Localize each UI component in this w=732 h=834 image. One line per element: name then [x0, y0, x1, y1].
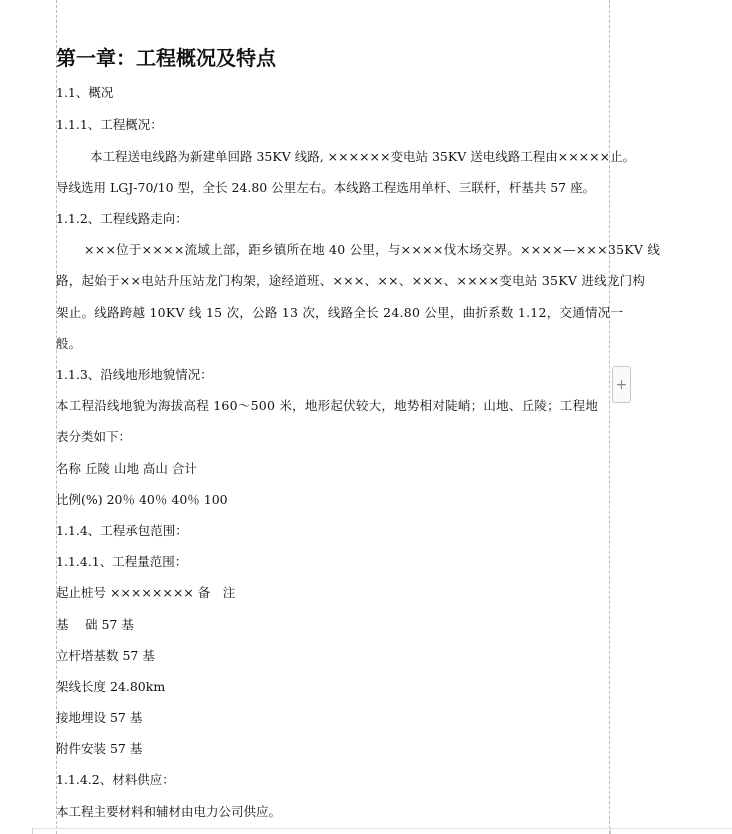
paragraph-line: 路，起始于××电站升压站龙门构架，途经道班、×××、××、×××、××××变电站 35KV 进线龙门构: [56, 273, 646, 288]
section-heading-1-1-2: 1.1.2、工程线路走向：: [56, 211, 188, 226]
table-row: 附件安装 57 基: [56, 741, 143, 756]
section-heading-1-1-4-2: 1.1.4.2、材料供应：: [56, 772, 175, 787]
table-row: 接地埋设 57 基: [56, 710, 143, 725]
plus-icon: +: [615, 376, 628, 393]
paragraph-line: 导线选用 LGJ-70/10 型，全长 24.80 公里左右。本线路工程选用单杆、三联杆，杆基共 57 座。: [56, 180, 596, 195]
table-row: 比例(%) 20％ 40％ 40％ 100: [56, 492, 228, 507]
section-heading-1-1-4-1: 1.1.4.1、工程量范围：: [56, 554, 188, 569]
section-heading-1-1: 1.1、概况: [56, 85, 114, 100]
paragraph-line: 本工程送电线路为新建单回路 35KV 线路, ××××××变电站 35KV 送电线路工程由×××××止。: [90, 149, 636, 164]
paragraph-line: ×××位于××××流域上部，距乡镇所在地 40 公里，与××××伐木场交界。××××—×××35KV 线: [84, 242, 661, 257]
page-corner-mark-left: [32, 828, 33, 834]
paragraph-line: 本工程主要材料和辅材由电力公司供应。: [56, 804, 282, 819]
page-corner-mark-right: [610, 828, 611, 834]
table-row: 名称 丘陵 山地 高山 合计: [56, 461, 197, 476]
paragraph-line: 本工程沿线地貌为海拔高程 160～500 米，地形起伏较大，地势相对陡峭；山地、丘陵；工程地: [56, 398, 599, 413]
add-block-button[interactable]: [612, 366, 631, 403]
margin-guide-right: [609, 0, 610, 834]
chapter-title: 第一章：工程概况及特点: [56, 46, 276, 70]
paragraph-line: 架止。线路跨越 10KV 线 15 次，公路 13 次，线路全长 24.80 公里，曲折系数 1.12，交通情况一: [56, 305, 624, 320]
paragraph-line: 表分类如下：: [56, 429, 132, 444]
paragraph-line: 般。: [56, 336, 82, 351]
table-row: 立杆塔基数 57 基: [56, 648, 155, 663]
section-heading-1-1-4: 1.1.4、工程承包范围：: [56, 523, 188, 538]
table-row: 基 础 57 基: [56, 617, 134, 632]
section-heading-1-1-1: 1.1.1、工程概况：: [56, 117, 163, 132]
table-row: 起止桩号 ×××××××× 备 注: [56, 585, 236, 600]
table-row: 架线长度 24.80km: [56, 679, 166, 694]
section-heading-1-1-3: 1.1.3、沿线地形地貌情况：: [56, 367, 213, 382]
